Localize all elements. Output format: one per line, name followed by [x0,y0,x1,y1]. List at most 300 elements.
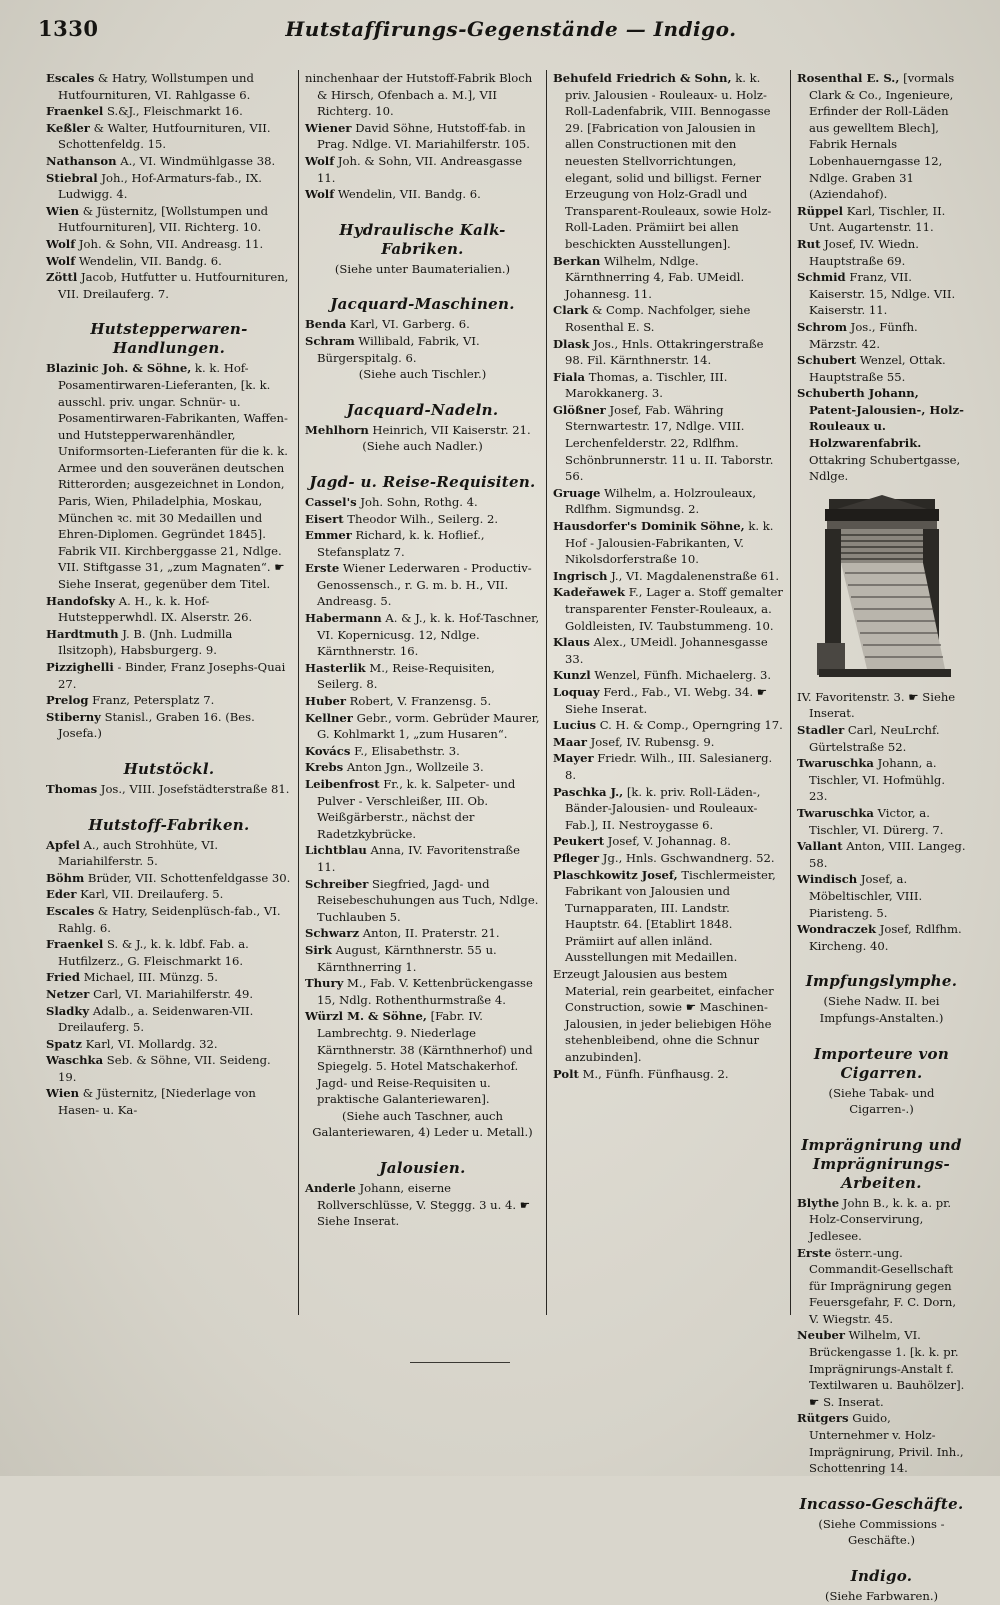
directory-entry [46,1052,292,1085]
directory-entry [305,876,540,926]
directory-entry [46,870,292,887]
entry-details: Joh. Sohn, Rothg. 4. [356,494,478,509]
entry-name: Sirk [305,942,332,957]
entry-name: Maar [553,734,587,749]
directory-entry [305,333,540,366]
directory-entry [46,170,292,203]
entry-details: & Walter, Hutfournituren, VII. Schottenfeldg. 15. [58,120,271,152]
entry-name: Nathanson [46,153,117,168]
entry-name: Keßler [46,120,90,135]
entry-details: Karl, VI. Mollardg. 32. [81,1036,218,1051]
directory-entry [797,871,966,921]
entry-name: Fraenkel [46,104,104,119]
entry-details: Josef, V. Johannag. 8. [604,834,731,849]
page-number: 1330 [38,16,99,41]
directory-entry [553,369,784,402]
entry-name: Schmid [797,270,846,285]
entry-details: k. k. Hof - Jalousien-Fabrikanten, V. Nikolsdorferstraße 10. [565,519,774,567]
entry-name: Apfel [46,837,80,852]
entry-details: Franz, Petersplatz 7. [88,693,215,708]
entry-name: Vallant [797,839,843,854]
entry-name: Twaruschka [797,806,874,820]
entry-name: Stiberny [46,709,101,724]
directory-entry [797,1195,966,1245]
entry-details: Wenzel, Ottak. Hauptstraße 55. [809,353,946,384]
entry-details: & Jüsternitz, [Wollstumpen und Hutfournituren], VII. Richterg. 10. [58,203,269,235]
entry-name: Klaus [553,635,590,650]
directory-entry [46,1085,292,1118]
entry-name: Pizzighelli [46,660,114,674]
entry-details: ninchenhaar der Hutstoff-Fabrik Bloch & Hirsch, Ofenbach a. M.], VII Richterg. 10. [305,71,533,119]
directory-entry [797,203,966,236]
entry-name: Berkan [553,253,601,268]
entry-details: & Jüsternitz, [Niederlage von Hasen- u. Ka- [58,1086,256,1118]
directory-entry [46,837,292,870]
entry-details: David Söhne, Hutstoff-fab. in Prag. Ndlge. VI. Mariahilferstr. 105. [317,120,530,152]
directory-entry [46,269,292,302]
entry-name: Escales [46,903,95,918]
entry-details: Brüder, VII. Schottenfeldgasse 30. [84,870,291,885]
entry-details: Anna, IV. Favoritenstraße 11. [317,843,521,874]
entry-name: Clark [553,303,589,318]
entry-name: Fraenkel [46,937,104,952]
entry-details: Wenzel, Fünfh. Michaelerg. 3. [590,668,772,683]
entry-name: Benda [305,317,347,332]
directory-entry [797,689,966,722]
directory-entry [46,936,292,969]
entry-details: Josef, a. Möbeltischler, VIII. Piaristeng. 5. [809,872,923,920]
entry-details: Friedr. Wilh., III. Salesianerg. 8. [565,751,773,782]
entry-details: Jos., Hnls. Ottakringerstraße 98. Fil. Kärnthnerstr. 14. [565,336,764,368]
entry-name: Lucius [553,718,597,733]
directory-entry [797,1410,966,1476]
directory-entry [305,1180,540,1230]
entry-details: [Fabr. IV. Lambrechtg. 9. Niederlage Kärnthnerstr. 38 (Kärnthnerhof) und Spiegelg. 5. Hotel Matschakerhof. Jagd- und Reise-Requisiten u. praktische Galanteriewaren]. [317,1009,533,1107]
directory-entry [46,203,292,236]
entry-name: Böhm [46,870,85,885]
directory-entry [46,626,292,659]
entry-details: Carl, NeuLrchf. Gürtelstraße 52. [809,723,940,754]
directory-entry [553,833,784,850]
cross-reference-note: (Siehe auch Nadler.) [362,439,483,454]
entry-details: Johann, a. Tischler, VI. Hofmühlg. 23. [809,756,946,804]
entry-details: Johann, eiserne Rollverschlüsse, V. Steggg. 3 u. 4. ☛ Siehe Inserat. [317,1181,531,1229]
entry-name: Rütgers [797,1411,849,1426]
directory-entry [46,70,292,103]
entry-name: Hardtmuth [46,626,119,641]
directory-entry [46,236,292,253]
directory-entry [797,319,966,352]
entry-name: Sladky [46,1003,90,1018]
column-3 [546,70,790,1315]
entry-details: F., Lager a. Stoff gemalter transparenter Fenster-Rouleaux, a. Goldleisten, IV. Taubstummeng. 10. [565,585,783,633]
entry-details: Gebr., vorm. Gebrüder Maurer, G. Kohlmarkt 1, „zum Husaren“. [317,710,540,742]
section-heading: Impfungslymphe. [805,972,958,991]
entry-details: Wilhelm, a. Holzrouleaux, Rdlfhm. Sigmundsg. 2. [565,485,757,517]
cross-reference-note: (Siehe unter Baumaterialien.) [334,261,511,276]
shop-front-with-roll-blind-illustration [807,493,957,683]
directory-entry [553,336,784,369]
directory-entry [553,485,784,518]
directory-entry [46,103,292,120]
section-heading: Hydraulische Kalk-Fabriken. [339,220,506,258]
entry-details: J. B. (Jnh. Ludmilla Ilsitzoph), Habsburgerg. 9. [58,626,233,658]
directory-entry [797,352,966,385]
entry-details: A., VI. Windmühlgasse 38. [116,153,276,168]
entry-details: Josef, Rdlfhm. Kircheng. 40. [809,922,962,953]
column-4 [790,70,972,1603]
entry-details: österr.-ung. Commandit-Gesellschaft für Imprägnirung gegen Feuersgefahr, F. C. Dorn, V. Wiegstr. 45. [809,1245,957,1326]
entry-details: Jg., Hnls. Gschwandnerg. 52. [599,850,775,865]
entry-details: Fr., k. k. Salpeter- und Pulver - Verschleißer, III. Ob. Weißgärberstr., nächst der Radetzkybrücke. [317,777,516,841]
entry-details: Wilhelm, VI. Brückengasse 1. [k. k. pr. Imprägnirungs-Anstalt f. Textilwaren u. Bauhölzer]. ☛ S. Inserat. [809,1328,965,1409]
entry-details: M., Fab. V. Kettenbrückengasse 15, Ndlg. Rothenthurmstraße 4. [317,976,533,1007]
directory-entry [553,402,784,485]
entry-details: [vormals Clark & Co., Ingenieure, Erfinder der Roll-Läden aus gewelltem Blech], Fabrik Hernals Lobenhauerngasse 12, Ndlge. Graben 31 (Aziendahof). [809,71,955,202]
entry-details: Karl, VI. Garberg. 6. [346,317,470,332]
directory-entry [797,1327,966,1410]
entry-details: IV. Favoritenstr. 3. ☛ Siehe Inserat. [797,689,956,721]
directory-entry [46,360,292,592]
entry-details: k. k. Hof-Posamentirwaren-Lieferanten, [k. k. ausschl. priv. ungar. Schnür- u. Posamentirwaren-Fabrikanten, Waffen- und Hutstepperwarenhändler, Uniformsorten-Lieferanten für die k. k. Armee und den souveränen deutschen Ritterorden; ausgezeichnet in London, Paris, Wien, Philadelphia, Moskau, München ꝛc. mit 30 Medaillen und Ehren-Diplomen. Gegründet 1845]. Fabrik VII. Kirchberggasse 21, Ndlge. VII. Stiftgasse 31, „zum Magnaten“. ☛ Siehe Inserat, gegenüber dem Titel. [58,361,288,592]
entry-name: Ingrisch [553,568,608,583]
directory-entry [553,667,784,684]
entry-details: Jos., VIII. Josefstädterstraße 81. [97,781,290,796]
directory-entry [553,966,784,1066]
entry-name: Rüppel [797,203,844,218]
directory-entry [553,750,784,783]
entry-name: Stiebral [46,170,98,185]
entry-name: Netzer [46,986,90,1001]
entry-details: Siegfried, Jagd- und Reisebeschuhungen aus Tuch, Ndlge. Tuchlauben 5. [317,876,539,924]
entry-name: Anderle [305,1181,356,1196]
directory-entry [46,593,292,626]
entry-details: Jos., Fünfh. Märzstr. 42. [809,319,918,351]
entry-details: Adalb., a. Seidenwaren-VII. Dreilauferg. 5. [58,1003,254,1035]
entry-details: Ottakring Schubertgasse, Ndlge. [809,452,961,484]
entry-details: Anton, II. Praterstr. 21. [359,926,500,941]
section-heading: Jacquard-Maschinen. [330,295,515,314]
directory-entry [305,710,540,743]
entry-details: Carl, VI. Mariahilferstr. 49. [89,986,254,1001]
entry-details: Josef, IV. Wiedn. Hauptstraße 69. [809,236,919,268]
entry-name: Kovács [305,743,351,758]
entry-details: Stanisl., Graben 16. (Bes. Josefa.) [58,709,255,741]
entry-name: Schubert [797,353,857,368]
entry-name: Cassel's [305,494,357,509]
entry-details: Wendelin, VII. Bandg. 6. [334,187,481,202]
directory-entry [46,969,292,986]
entry-name: Paschka J., [553,784,624,799]
entry-details: Ferd., Fab., VI. Webg. 34. ☛ Siehe Inserat. [565,684,768,716]
entry-details: & Comp. Nachfolger, siehe Rosenthal E. S. [565,303,751,334]
entry-details: J., VI. Magdalenenstraße 61. [607,568,780,583]
entry-details: Joh. & Sohn, VII. Andreasgasse 11. [317,153,523,185]
entry-name: Schrom [797,319,847,334]
entry-details: Victor, a. Tischler, VI. Dürerg. 7. [809,806,944,837]
entry-name: Polt [553,1066,579,1081]
entry-name: Blythe [797,1195,840,1210]
entry-details: C. H. & Comp., Operngring 17. [596,718,783,733]
directory-entry [797,755,966,805]
directory-entry [46,692,292,709]
directory-entry [305,1008,540,1108]
directory-entry [305,511,540,528]
directory-entry [305,776,540,842]
entry-details: Wiener Lederwaren - Productiv-Genossensch., r. G. m. b. H., VII. Andreasg. 5. [317,561,532,609]
directory-entry [46,659,292,692]
directory-entry [553,584,784,634]
directory-entry [797,236,966,269]
directory-entry [305,693,540,710]
directory-entry [305,186,540,203]
entry-details: John B., k. k. a. pr. Holz-Conservirung, Jedlesee. [809,1195,952,1243]
entry-name: Spatz [46,1036,82,1051]
directory-entry [305,316,540,333]
cross-reference-note: (Siehe Tabak- und Cigarren-.) [828,1085,935,1117]
entry-details: Joh. & Sohn, VII. Andreasg. 11. [75,236,264,251]
entry-name: Wolf [305,153,335,168]
directory-entry [46,1036,292,1053]
section-heading: Hutstoff-Fabriken. [88,815,250,834]
entry-name: Waschka [46,1053,104,1068]
directory-entry [305,422,540,439]
entry-details: Heinrich, VII Kaiserstr. 21. [368,422,531,437]
entry-details: Tischlermeister, Fabrikant von Jalousien und Turnapparaten, III. Landstr. Hauptstr. 64. [Etablirt 1848. Prämiirt auf allen inländ. Ausstellungen mit Medaillen. [565,867,776,965]
directory-entry [305,70,540,120]
entry-name: Wolf [46,253,76,268]
entry-details: Robert, V. Franzensg. 5. [345,694,492,709]
entry-details: [k. k. priv. Roll-Läden-, Bänder-Jalousien- und Rouleaux-Fab.], II. Nestroygasse 6. [565,784,761,832]
entry-details: Alex., UMeidl. Johannesgasse 33. [565,635,768,666]
entry-name: Krebs [305,760,344,775]
entry-details: M., Fünfh. Fünfhausg. 2. [578,1066,729,1081]
entry-details: Anton, VIII. Langeg. 58. [809,839,966,870]
entry-details: Franz, VII. Kaiserstr. 15, Ndlge. VII. Kaiserstr. 11. [809,270,956,318]
entry-details: A. & J., k. k. Hof-Taschner, VI. Kopernicusg. 12, Ndlge. Kärnthnerstr. 16. [317,611,540,659]
entry-details: Anton Jgn., Wollzeile 3. [343,760,484,775]
section-heading: Importeure von Cigarren. [813,1044,950,1082]
section-heading: Imprägnirung und Imprägnirungs-Arbeiten. [801,1135,962,1192]
entry-name: Wondraczek [797,922,877,937]
cross-reference-note: (Siehe auch Taschner, auch Galanteriewaren, 4) Leder u. Metall.) [312,1108,533,1140]
cross-reference-note: (Siehe Nadw. II. bei Impfungs-Anstalten.) [819,994,944,1025]
entry-name: Schreiber [305,876,369,891]
entry-name: Loquay [553,684,600,699]
directory-entry [305,743,540,760]
section-heading: Jalousien. [379,1159,466,1178]
running-title: Hutstaffirungs-Gegenstände — Indigo. [285,17,737,41]
entry-name: Eder [46,887,77,902]
entry-name: Schram [305,333,355,348]
entry-details: M., Reise-Requisiten, Seilerg. 8. [317,660,495,692]
directory-entry [305,560,540,610]
entry-details: Seb. & Söhne, VII. Seideng. 19. [58,1053,271,1084]
directory-entry [553,850,784,867]
directory-entry [305,660,540,693]
directory-entry [797,1245,966,1328]
entry-name: Peukert [553,834,605,849]
directory-entry [797,722,966,755]
entry-details: A. H., k. k. Hof-Hutstepperwhdl. IX. Alserstr. 26. [58,593,253,625]
text-columns [40,70,972,1603]
directory-entry [305,925,540,942]
directory-entry [305,975,540,1008]
directory-entry [797,385,966,485]
directory-entry [46,253,292,270]
directory-entry [797,838,966,871]
directory-entry [305,153,540,186]
directory-entry [553,867,784,967]
entry-name: Handofsky [46,593,116,608]
entry-name: Pfleger [553,850,600,865]
page-header [38,16,964,56]
entry-details: S.&J., Fleischmarkt 16. [103,104,243,119]
entry-name: Prelog [46,693,89,708]
entry-name: Behufeld Friedrich & Sohn, [553,71,732,85]
entry-name: Wolf [305,187,335,202]
cross-reference-note: (Siehe Commissions - Geschäfte.) [818,1516,945,1548]
directory-entry [46,153,292,170]
entry-name: Kellner [305,710,353,725]
entry-name: Mehlhorn [305,422,369,437]
directory-entry [797,805,966,838]
entry-name: Erste [797,1245,832,1260]
entry-name: Thomas [46,781,98,796]
entry-name: Glößner [553,402,606,417]
section-heading: Incasso-Geschäfte. [799,1494,964,1513]
directory-entry [46,781,292,798]
section-heading: Hutstepperwaren-Handlungen. [90,320,248,358]
entry-name: Kunzl [553,668,591,683]
column-1 [40,70,298,1315]
directory-entry [305,527,540,560]
entry-details: Richard, k. k. Hoflief., Stefansplatz 7. [317,528,485,559]
entry-name: Escales [46,71,95,85]
directory-entry [797,70,966,203]
entry-name: Dlask [553,336,590,351]
directory-entry [46,1003,292,1036]
entry-name: Twaruschka [797,756,874,771]
entry-details: Michael, III. Münzg. 5. [80,970,218,985]
directory-entry [46,120,292,153]
entry-name: Rut [797,236,821,251]
entry-details: & Hatry, Seidenplüsch-fab., VI. Rahlg. 6. [58,903,281,935]
entry-name: Hausdorfer's Dominik Söhne, [553,519,745,534]
entry-name: Gruage [553,485,601,500]
entry-name: Mayer [553,751,594,766]
entry-details: Thomas, a. Tischler, III. Marokkanerg. 3. [565,369,728,401]
directory-entry [553,568,784,585]
entry-name: Rosenthal E. S., [797,71,900,85]
footer-rule [410,1362,510,1363]
entry-details: & Hatry, Wollstumpen und Hutfournituren, VI. Rahlgasse 6. [58,71,254,102]
directory-entry [553,518,784,568]
entry-details: S. & J., k. k. ldbf. Fab. a. Hutfilzerz., G. Fleischmarkt 16. [58,937,249,968]
entry-details: Joh., Hof-Armaturs-fab., IX. Ludwigg. 4. [58,170,262,202]
directory-entry [305,120,540,153]
entry-name: Plaschkowitz Josef, [553,867,678,882]
entry-name: Hasterlik [305,660,366,675]
directory-entry [553,684,784,717]
entry-details: Wilhelm, Ndlge. Kärnthnerring 4, Fab. UMeidl. Johannesg. 11. [565,253,745,301]
cross-reference-note: (Siehe Farbwaren.) [824,1589,939,1603]
entry-name: Eisert [305,511,344,526]
entry-details: - Binder, Franz Josephs-Quai 27. [58,660,286,691]
section-heading: Jacquard-Nadeln. [346,400,499,419]
directory-entry [553,302,784,335]
entry-name: Wiener [305,120,352,135]
entry-details: Josef, IV. Rubensg. 9. [586,734,715,749]
directory-entry [797,269,966,319]
directory-entry [305,842,540,875]
directory-entry [797,921,966,954]
directory-entry [553,784,784,834]
entry-name: Blazinic Joh. & Söhne, [46,361,192,376]
directory-entry [553,634,784,667]
directory-entry [46,886,292,903]
entry-name: Lichtblau [305,843,367,858]
cross-reference-note: (Siehe auch Tischler.) [358,367,487,382]
entry-name: Leibenfrost [305,777,380,791]
directory-entry [46,986,292,1003]
entry-name: Stadler [797,723,845,738]
section-heading: Jagd- u. Reise-Requisiten. [309,472,536,491]
entry-name: Wien [46,1086,80,1101]
directory-entry [305,942,540,975]
entry-name: Huber [305,694,346,709]
entry-details: Theodor Wilh., Seilerg. 2. [343,511,499,526]
entry-name: Würzl M. & Söhne, [305,1009,427,1024]
entry-details: k. k. priv. Jalousien - Rouleaux- u. Holz-Roll-Ladenfabrik, VIII. Bennogasse 29. [Fabrication von Jalousien in allen Constructionen mit den neuesten Stellvorrichtungen, elegant, solid und billigst. Ferner Erzeugung von Holz-Gradl und Transparent-Rouleaux, sowie Holz-Roll-Laden. Prämiirt bei allen beschickten Ausstellungen]. [565,71,772,251]
directory-entry [305,610,540,660]
entry-name: Erste [305,561,340,576]
entry-details: A., auch Strohhüte, VI. Mariahilferstr. 5. [58,837,219,869]
directory-entry [553,717,784,734]
section-heading: Hutstöckl. [123,759,215,778]
entry-name: Fiala [553,369,586,384]
section-heading: Indigo. [850,1567,913,1585]
entry-name: Schwarz [305,926,360,941]
entry-name: Fried [46,970,81,985]
directory-entry [305,494,540,511]
entry-name: Emmer [305,528,352,543]
entry-details: Wendelin, VII. Bandg. 6. [75,253,222,268]
entry-name: Neuber [797,1328,845,1343]
directory-entry [46,903,292,936]
entry-name: Habermann [305,611,382,626]
directory-entry [553,734,784,751]
directory-entry [553,253,784,303]
entry-details: F., Elisabethstr. 3. [350,743,460,758]
entry-details: Karl, VII. Dreilauferg. 5. [76,887,224,902]
entry-name: Thury [305,976,344,991]
entry-name: Windisch [797,872,858,887]
directory-entry [553,1066,784,1083]
entry-name: Zöttl [46,270,78,285]
entry-details: Willibald, Fabrik, VI. Bürgerspitalg. 6. [317,333,480,365]
entry-details: Erzeugt Jalousien aus bestem Material, rein gearbeitet, einfacher Construction, sowie ☛ Maschinen-Jalousien, in jeder beliebigen Höhe stehenbleibend, ohne die Schnur anzubinden]. [553,967,774,1065]
entry-name: Wolf [46,236,76,251]
entry-details: Guido, Unternehmer v. Holz-Imprägnirung, Privil. Inh., Schottenring 14. [809,1411,964,1476]
entry-details: Jacob, Hutfutter u. Hutfournituren, VII. Dreilauferg. 7. [58,270,289,301]
entry-details: Josef, Fab. Währing Sternwartestr. 17, Ndlge. VIII. Lerchenfelderstr. 22, Rdlfhm. Schönbrunnerstr. 11 u. II. Taborstr. 56. [565,402,774,484]
directory-entry [46,709,292,742]
directory-entry [553,70,784,253]
entry-details: August, Kärnthnerstr. 55 u. Kärnthnerring 1. [317,942,497,974]
column-2 [298,70,546,1315]
entry-name: Kadeřawek [553,585,626,600]
